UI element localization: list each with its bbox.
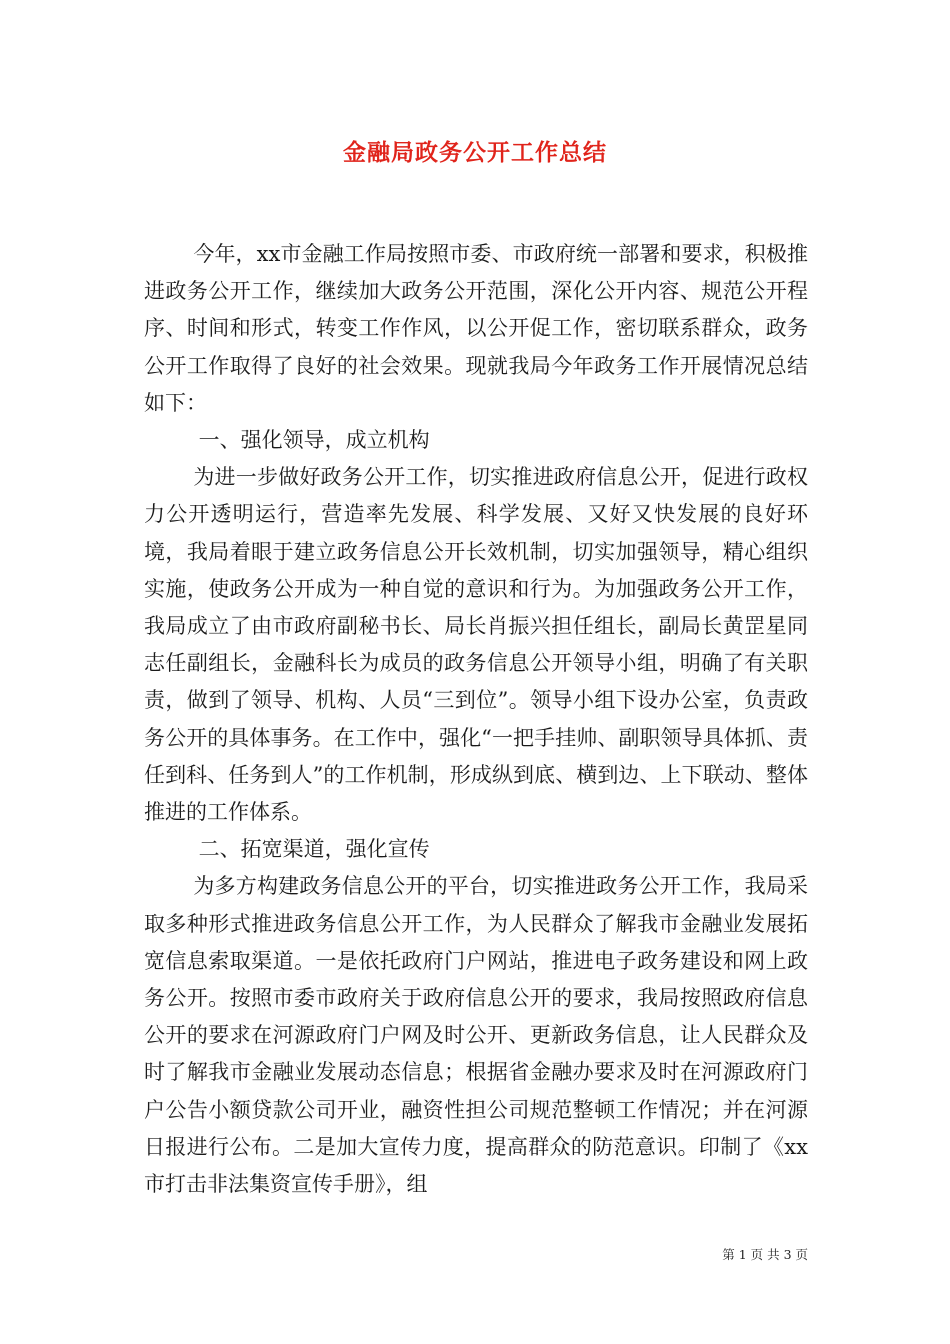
document-body — [144, 236, 808, 1203]
intro-paragraph: 今年，xx市金融工作局按照市委、市政府统一部署和要求，积极推进政务公开工作，继续加大政务公开范围，深化公开内容、规范公开程序、时间和形式，转变工作作风，以公开促工作，密切联系群众，政务公开工作取得了良好的社会效果。现就我局今年政务工作开展情况总结如下： — [144, 242, 808, 415]
section-heading-1: 一、强化领导，成立机构 — [198, 428, 430, 453]
page-number-footer: 第 1 页 共 3 页 — [722, 1247, 808, 1262]
section-1-paragraph: 为进一步做好政务公开工作，切实推进政府信息公开，促进行政权力公开透明运行，营造率先发展、科学发展、又好又快发展的良好环境，我局着眼于建立政务信息公开长效机制，切实加强领导，精心组织实施，使政务公开成为一种自觉的意识和行为。为加强政务公开工作，我局成立了由市政府副秘书长、局长肖振兴担任组长，副局长黄罡星同志任副组长，金融科长为成员的政务信息公开领导小组，明确了有关职责，做到了领导、机构、人员“三到位”。领导小组下设办公室，负责政务公开的具体事务。在工作中，强化“一把手挂帅、副职领导具体抓、责任到科、任务到人”的工作机制，形成纵到底、横到边、上下联动、整体推进的工作体系。 — [144, 465, 808, 825]
document-title: 金融局政务公开工作总结 — [343, 139, 607, 166]
section-2-paragraph: 为多方构建政务信息公开的平台，切实推进政务公开工作，我局采取多种形式推进政务信息公开工作，为人民群众了解我市金融业发展拓宽信息索取渠道。一是依托政府门户网站，推进电子政务建设和网上政务公开。按照市委市政府关于政府信息公开的要求，我局按照政府信息公开的要求在河源政府门户网及时公开、更新政务信息，让人民群众及时了解我市金融业发展动态信息；根据省金融办要求及时在河源政府门户公告小额贷款公司开业，融资性担公司规范整顿工作情况；并在河源日报进行公布。二是加大宣传力度，提高群众的防范意识。印制了《xx市打击非法集资宣传手册》，组 — [144, 874, 808, 1197]
section-heading-2: 二、拓宽渠道，强化宣传 — [198, 837, 430, 862]
